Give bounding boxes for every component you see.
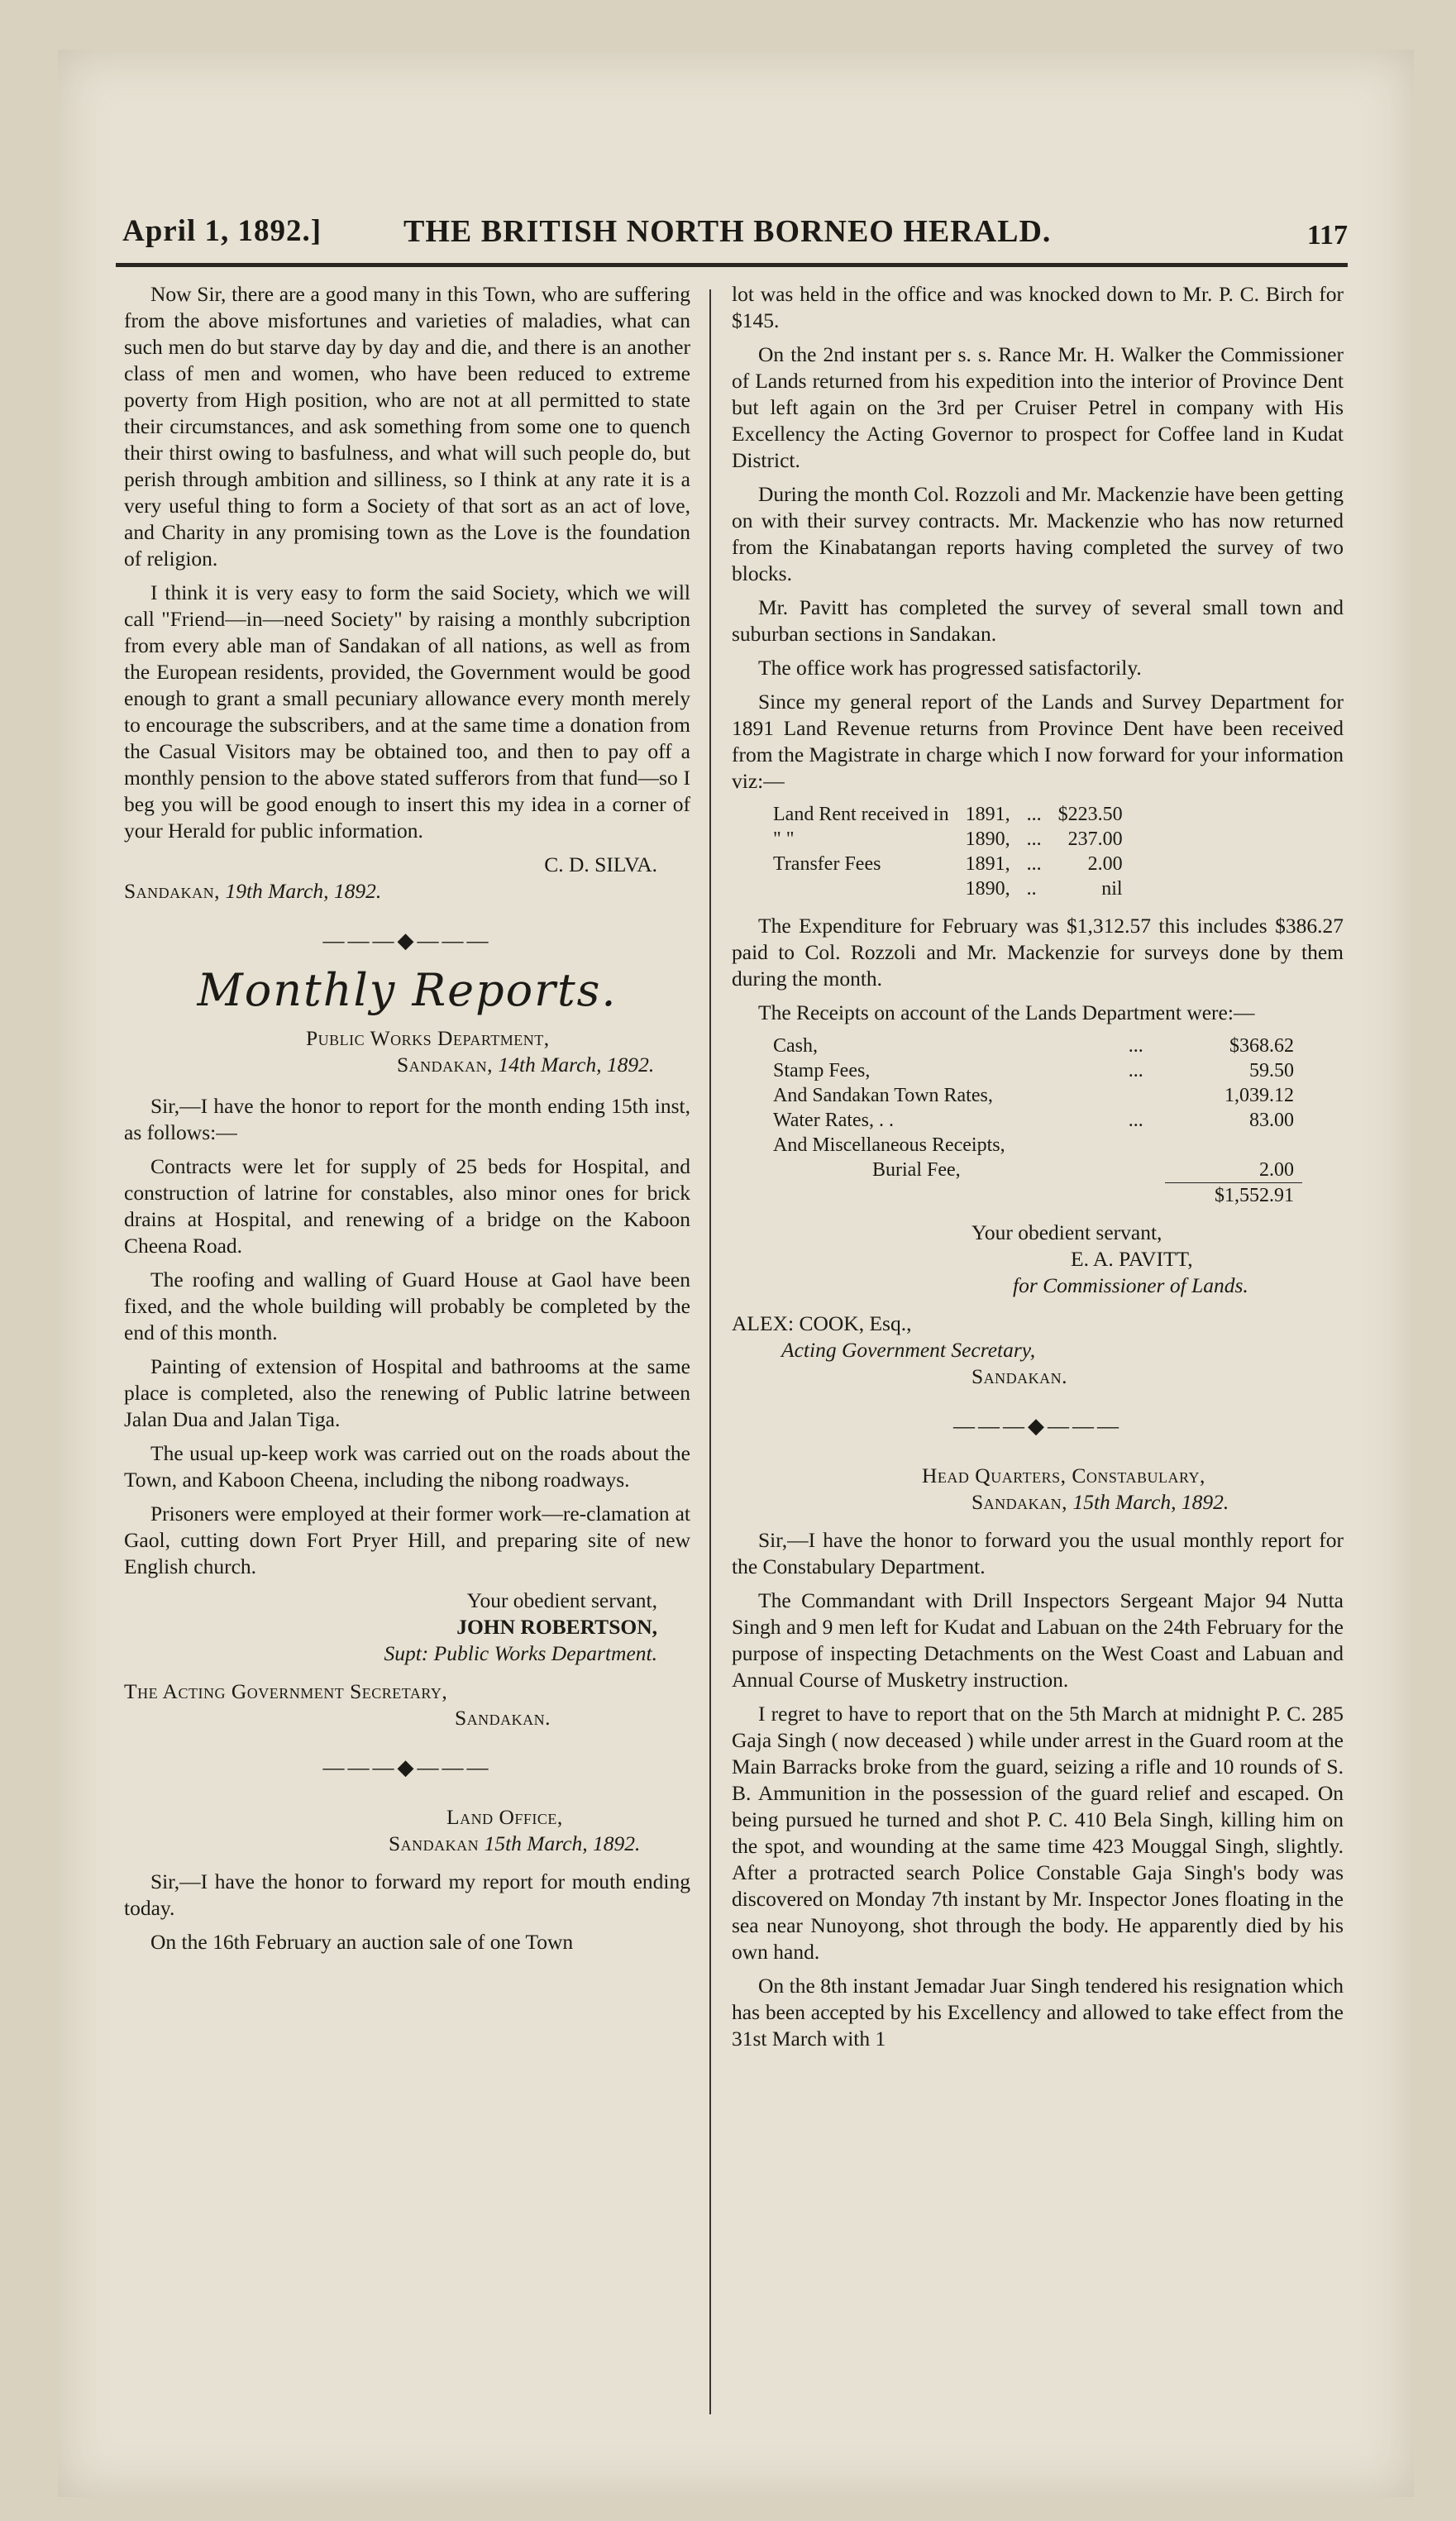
- table-cell: ..: [1026, 878, 1037, 900]
- pwd-paragraph: Contracts were let for supply of 25 beds for Hospital, and construction of latrine for constables, also minor ones for brick drains at Hospital, and renewing of a bridge on the Kaboon Cheena Road.: [124, 1154, 690, 1258]
- constabulary-paragraph: I regret to have to report that on the 5th March at midnight P. C. 285 Gaja Singh ( now deceased ) while under arrest in the Guard room at the Main Barracks broke from the guard, seizing a rifle and 10 rounds of S. B. Ammunition in the possession of the guard relief and escaped. On being pursued he turned and shot P. C. 410 Bela Singh, killing him on the spot, and wounding at the same time 423 Mouggal Singh, slightly. After a protracted search Police Constable Gaja Singh's body was discovered on Monday 7th instant by Mr. Inspector Jones floating in the sea near Nunoyong, shot through the body. He apparently died by his own hand.: [732, 1702, 1344, 1964]
- land-signature: E. A. PAVITT,: [1071, 1247, 1193, 1271]
- letter-paragraph: Now Sir, there are a good many in this Town, who are suffering from the above misfortunes and varieties of maladies, what can such men do but starve day by day and die, and there is an another class of men and women, who have been reduced to extreme poverty from High position, who are not at all permitted to state their circumstances, and ask something from some one to quench their thirst owing to basfulness, and what will such people do, but perish through ambition and silliness, so I think at any rate it is a very useful thing to form a Society of that sort as an act of love, and Charity in any promising town as the Love is the foundation of religion.: [124, 282, 690, 571]
- table-cell: 1891,: [965, 853, 1010, 875]
- pwd-role: Supt: Public Works Department.: [384, 1641, 657, 1665]
- constabulary-paragraph: Sir,—I have the honor to forward you the usual monthly report for the Constabulary Department.: [732, 1528, 1344, 1578]
- table-cell: [1165, 1133, 1302, 1158]
- pwd-paragraph: Prisoners were employed at their former work—re-clamation at Gaol, cutting down Fort Pryer Hill, and preparing site of new English church.: [124, 1502, 690, 1578]
- header-rule: [116, 263, 1348, 267]
- land-paragraph: The Expenditure for February was $1,312.57 this includes $386.27 paid to Col. Rozzoli and Mr. Mackenzie for surveys done by them during the month.: [732, 914, 1344, 991]
- table-cell: [765, 876, 957, 901]
- pwd-paragraph: The usual up-keep work was carried out on the roads about the Town, and Kaboon Cheena, including the nibong roadways.: [124, 1441, 690, 1492]
- table-cell: [1120, 1133, 1165, 1158]
- table-cell: [1120, 1083, 1165, 1108]
- receipts-table: [765, 1034, 1302, 1208]
- table-cell: ...: [1128, 1035, 1143, 1057]
- table-row: [765, 802, 1131, 827]
- table-cell: ...: [1026, 828, 1042, 850]
- page-number: 117: [1306, 220, 1348, 251]
- table-cell: 2.00: [1087, 853, 1123, 875]
- land-paragraph: During the month Col. Rozzoli and Mr. Mackenzie have been getting on with their survey contracts. Mr. Mackenzie who has now returned from the Kinabatangan reports having completed the survey of two blocks.: [732, 482, 1344, 585]
- pwd-paragraph: The roofing and walling of Guard House at Gaol have been fixed, and the whole building will probably be completed by the end of this month.: [124, 1268, 690, 1344]
- ornament-divider: ———◆———: [322, 929, 492, 953]
- table-cell: 2.00: [1259, 1159, 1294, 1181]
- constabulary-date: 15th March, 1892.: [1072, 1490, 1229, 1514]
- right-column: [732, 281, 1344, 2060]
- table-cell: ...: [1026, 853, 1042, 875]
- constabulary-dateline: [732, 1489, 1344, 1516]
- pwd-signature: JOHN ROBERTSON,: [456, 1615, 657, 1639]
- table-cell: Cash,: [773, 1035, 818, 1057]
- table-cell: Water Rates, . .: [773, 1110, 895, 1131]
- table-cell: ...: [1128, 1110, 1143, 1131]
- pwd-paragraph: Painting of extension of Hospital and bathrooms at the same place is completed, also the renewing of Public latrine between Jalan Dua and Jalan Tiga.: [124, 1354, 690, 1431]
- land-role: for Commissioner of Lands.: [1013, 1273, 1248, 1297]
- pwd-department: Public Works Department,: [306, 1026, 550, 1050]
- constabulary-department: Head Quarters, Constabulary,: [922, 1463, 1205, 1487]
- land-date: 15th March, 1892.: [484, 1831, 641, 1855]
- land-addressee-role: Acting Government Secretary,: [781, 1338, 1036, 1362]
- land-department: Land Office,: [446, 1805, 563, 1829]
- pwd-addressee: The Acting Government Secretary,: [124, 1679, 448, 1703]
- column-divider: [709, 289, 711, 2414]
- pwd-addressee-place: Sandakan.: [455, 1706, 551, 1730]
- receipts-total: $1,552.91: [1165, 1183, 1302, 1209]
- table-cell: [1120, 1158, 1165, 1183]
- table-cell: Land Rent received in: [773, 804, 949, 825]
- land-paragraph: On the 16th February an auction sale of one Town: [150, 1930, 574, 1954]
- pwd-date: 14th March, 1892.: [498, 1053, 655, 1077]
- land-paragraph: On the 2nd instant per s. s. Rance Mr. H. Walker the Commissioner of Lands returned from his expedition into the interior of Province Dent but left again on the 3rd per Cruiser Petrel in company with His Excellency the Acting Governor to prospect for Coffee land in Kudat District.: [732, 342, 1344, 472]
- letter-dateline: [124, 878, 690, 905]
- issue-date: April 1, 1892.]: [122, 214, 322, 248]
- pwd-paragraph: Sir,—I have the honor to report for the month ending 15th inst, as follows:—: [124, 1094, 690, 1144]
- constabulary-paragraph: On the 8th instant Jemadar Juar Singh tendered his resignation which has been accepted by his Excellency and allowed to take effect from the 31st March with 1: [732, 1974, 1344, 2051]
- table-cell: ...: [1026, 804, 1042, 825]
- table-row: [765, 1158, 1302, 1183]
- table-cell: 83.00: [1249, 1110, 1294, 1131]
- table-total-row: [765, 1183, 1302, 1209]
- page-header: [122, 213, 1348, 263]
- land-addressee-place: Sandakan.: [971, 1364, 1068, 1388]
- land-paragraph: Since my general report of the Lands and Survey Department for 1891 Land Revenue returns from Province Dent have been received from the Magistrate in charge which I now forward for your information viz:—: [732, 690, 1344, 793]
- pwd-dateline: [124, 1052, 690, 1078]
- letter-paragraph: I think it is very easy to form the said Society, which we will call "Friend—in—need Society" by raising a monthly subcription from every able man of Sandakan of all nations, as well as from the European residents, provided, the Government would be good enough to grant a small pecuniary allowance every month merely to encourage the subscribers, and at the same time a donation from the Casual Visitors may be obtained too, and then to pay off a monthly pension to the above stated sufferors from that fund—so I beg you will be good enough to insert this my idea in a corner of your Herald for public information.: [124, 580, 690, 843]
- table-cell: $223.50: [1057, 804, 1123, 825]
- table-cell: 237.00: [1067, 828, 1123, 850]
- table-row: [765, 827, 1131, 852]
- table-cell: 59.50: [1249, 1060, 1294, 1081]
- table-cell: 1890,: [965, 828, 1010, 850]
- pwd-place: Sandakan,: [397, 1053, 494, 1077]
- land-paragraph: Sir,—I have the honor to forward my report for mouth ending today.: [124, 1869, 690, 1920]
- letter-place: Sandakan,: [124, 879, 221, 903]
- pwd-closing: Your obedient servant,: [466, 1588, 657, 1612]
- table-cell: 1,039.12: [1224, 1085, 1294, 1106]
- masthead-title: THE BRITISH NORTH BORNEO HERALD.: [403, 214, 1052, 249]
- table-row: [765, 876, 1131, 901]
- land-paragraph: lot was held in the office and was knocked down to Mr. P. C. Birch for $145.: [732, 282, 1344, 332]
- table-row: [765, 1108, 1302, 1133]
- table-cell: $368.62: [1229, 1035, 1294, 1057]
- table-cell: 1890,: [965, 878, 1010, 900]
- ornament-divider: ———◆———: [322, 1755, 492, 1779]
- land-place: Sandakan: [389, 1831, 480, 1855]
- table-row: [765, 852, 1131, 876]
- land-dateline: [124, 1831, 690, 1857]
- table-cell: And Miscellaneous Receipts,: [773, 1134, 1005, 1156]
- table-cell: Stamp Fees,: [773, 1060, 871, 1081]
- table-cell: ...: [1128, 1060, 1143, 1081]
- table-cell: " ": [773, 828, 795, 850]
- letter-signature: C. D. SILVA.: [544, 852, 657, 876]
- land-addressee: ALEX: COOK, Esq.,: [732, 1311, 912, 1335]
- land-paragraph: The Receipts on account of the Lands Department were:—: [758, 1000, 1255, 1024]
- table-cell: Burial Fee,: [872, 1159, 961, 1182]
- land-paragraph: Mr. Pavitt has completed the survey of several small town and suburban sections in Sandakan.: [732, 595, 1344, 646]
- section-title: Monthly Reports.: [197, 964, 618, 1016]
- revenue-table: [765, 802, 1131, 901]
- table-row: [765, 1133, 1302, 1158]
- land-closing: Your obedient servant,: [971, 1220, 1162, 1244]
- land-paragraph: The office work has progressed satisfactorily.: [758, 656, 1142, 680]
- table-cell: And Sandakan Town Rates,: [773, 1085, 993, 1106]
- table-row: [765, 1034, 1302, 1058]
- table-row: [765, 1083, 1302, 1108]
- table-cell: nil: [1101, 878, 1123, 900]
- table-cell: Transfer Fees: [773, 853, 881, 875]
- ornament-divider: ———◆———: [953, 1414, 1122, 1438]
- constabulary-paragraph: The Commandant with Drill Inspectors Sergeant Major 94 Nutta Singh and 9 men left for Kudat and Labuan on the 24th February for the purpose of inspecting Detachments on the West Coast and Labuan and Annual Course of Musketry instruction.: [732, 1588, 1344, 1692]
- table-row: [765, 1058, 1302, 1083]
- left-column: [124, 281, 690, 1963]
- constabulary-place: Sandakan,: [971, 1490, 1068, 1514]
- table-cell: 1891,: [965, 804, 1010, 825]
- letter-date: 19th March, 1892.: [225, 879, 382, 903]
